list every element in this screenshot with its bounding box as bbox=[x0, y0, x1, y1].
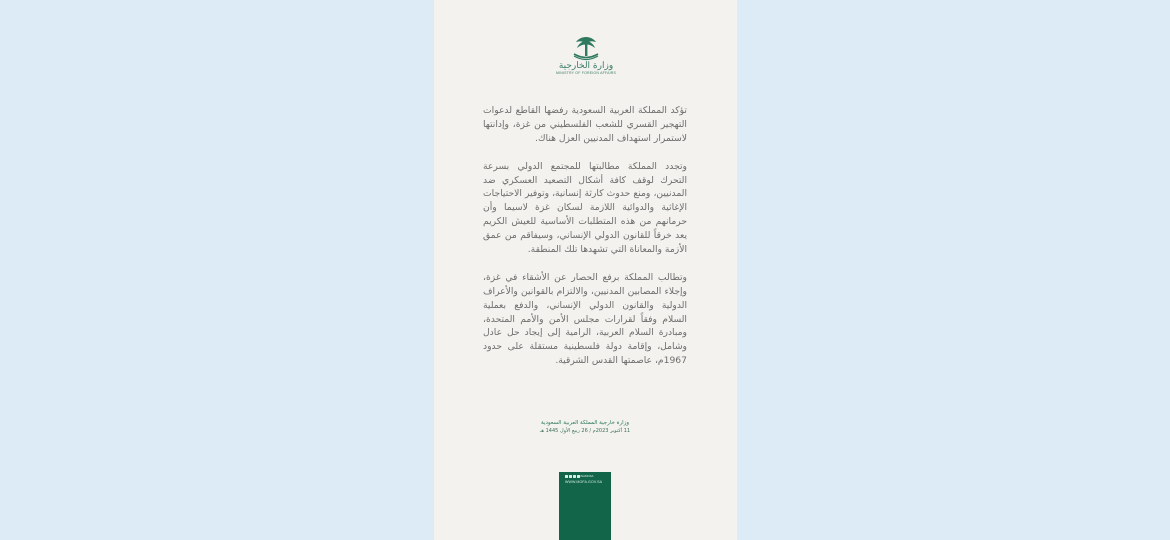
x-icon[interactable] bbox=[565, 475, 568, 478]
signature-date: 11 أكتوبر 2023م / 26 ربيع الأول 1445 هـ bbox=[539, 428, 631, 434]
ministry-name-arabic: وزارة الخارجية bbox=[558, 61, 614, 71]
statement-paragraph-1: تؤكد المملكة العربية السعودية رفضها القاطع لدعوات التهجير القسري للشعب الفلسطيني من غزة، وإدانتها لاستمرار استهداف المدنيين العزل هناك. bbox=[483, 105, 687, 144]
ministry-name-english: MINISTRY OF FOREIGN AFFAIRS bbox=[555, 71, 617, 75]
social-icons bbox=[565, 475, 580, 478]
instagram-icon[interactable] bbox=[569, 475, 572, 478]
website-link[interactable]: WWW.MOFA.GOV.SA bbox=[565, 480, 603, 484]
statement-body bbox=[483, 104, 687, 382]
facebook-icon[interactable] bbox=[573, 475, 576, 478]
signature-ministry: وزارة خارجية المملكة العربية السعودية bbox=[540, 420, 630, 426]
statement-paragraph-2: وتجدد المملكة مطالبتها للمجتمع الدولي بسرعة التحرك لوقف كافة أشكال التصعيد العسكري ضد المدنيين، ومنع حدوث كارثة إنسانية، وتوفير الاحتياجات الإغاثية والدوائية اللازمة لسكان غزة لاسيما وأن حرمانهم من هذه المتطلبات الأساسية للعيش الكريم يعد خرقاً للقانون الدولي الإنساني، وسيفاقم من عمق الأزمة والمعاناة التي تشهدها تلك المنطقة. bbox=[483, 160, 687, 256]
footer-social-tab bbox=[559, 472, 611, 540]
signature-block bbox=[520, 419, 650, 435]
social-handle: KSAMOFA bbox=[579, 474, 594, 478]
statement-paragraph-3: وتطالب المملكة برفع الحصار عن الأشقاء في غزة، وإجلاء المصابين المدنيين، والالتزام بالقوانين والأعراف الدولية والقانون الدولي الإنساني، والدفع بعملية السلام وفقاً لقرارات مجلس الأمن والأمم المتحدة، ومبادرة السلام العربية، الرامية إلى إيجاد حل عادل وشامل، وإقامة دولة فلسطينية مستقلة على حدود 1967م، عاصمتها القدس الشرقية. bbox=[483, 271, 687, 367]
